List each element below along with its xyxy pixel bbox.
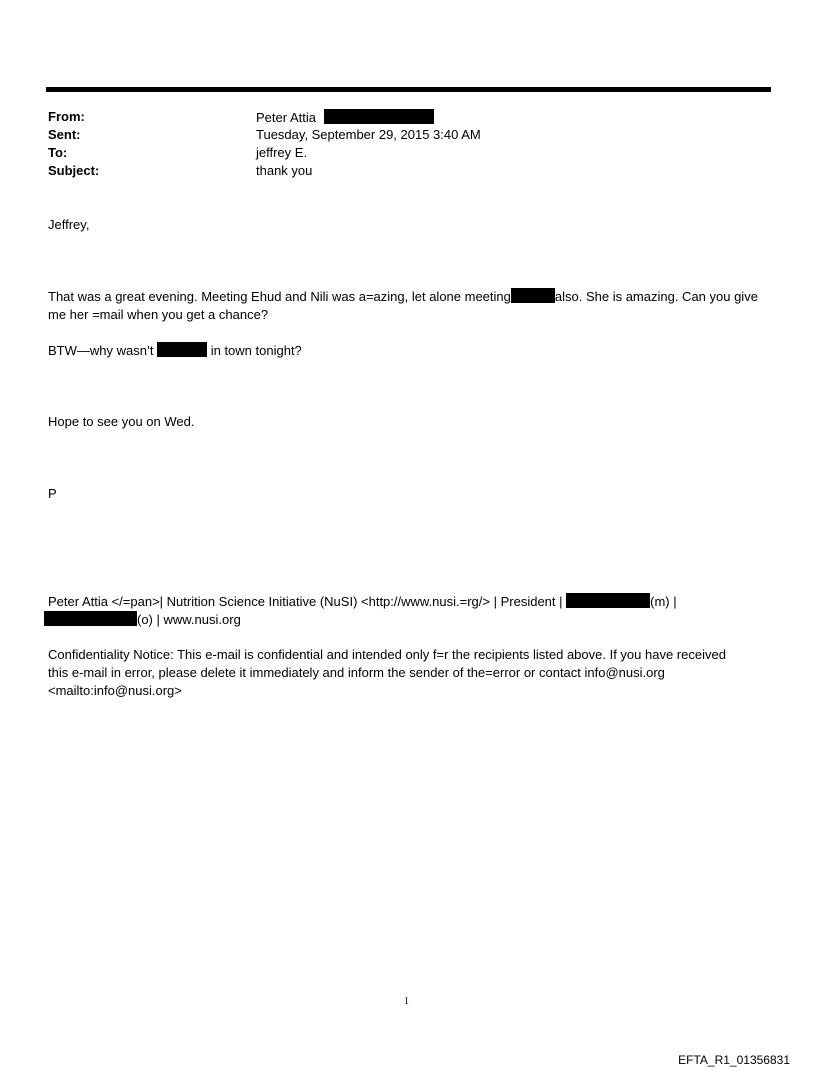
paragraph-1-text-b: also. She is amazing. Can you give <box>554 289 758 304</box>
paragraph-2-text-b: in town tonight? <box>210 343 302 358</box>
paragraph-1-text-a: That was a great evening. Meeting Ehud and Nili was a=azing, let alone meeting <box>48 289 511 304</box>
from-name: Peter Attia <box>256 110 316 125</box>
greeting: Jeffrey, <box>48 217 90 232</box>
paragraph-3: Hope to see you on Wed. <box>48 414 195 429</box>
redaction-box <box>324 109 434 124</box>
from-label: From: <box>48 109 85 124</box>
redaction-box <box>157 342 207 357</box>
page-number: 1 <box>404 996 409 1007</box>
paragraph-2-text-a: BTW—why wasn’t <box>48 343 154 358</box>
to-value: jeffrey E. <box>256 145 308 160</box>
redaction-box <box>511 288 555 303</box>
to-label: To: <box>48 145 68 160</box>
notice-line-2: this e-mail in error, please delete it immediately and inform the sender of the=error or contact info@nusi.org <box>48 665 665 680</box>
confidentiality-notice <box>48 646 788 700</box>
notice-line-1: Confidentiality Notice: This e-mail is confidential and intended only f=r the recipients listed above. If you have received <box>48 647 726 662</box>
sign-off: P <box>48 486 57 501</box>
redaction-box <box>44 611 137 626</box>
from-value <box>256 109 434 125</box>
notice-line-3: <mailto:info@nusi.org> <box>48 683 182 698</box>
subject-label: Subject: <box>48 163 100 178</box>
redaction-box <box>566 593 650 608</box>
sent-value: Tuesday, September 29, 2015 3:40 AM <box>256 127 481 142</box>
document-id: EFTA_R1_01356831 <box>678 1053 790 1067</box>
signature-line-1 <box>48 593 677 611</box>
sent-label: Sent: <box>48 127 81 142</box>
signature-line-2: (o) | www.nusi.org <box>137 612 241 627</box>
subject-value: thank you <box>256 163 313 178</box>
paragraph-1-line-2: me her =mail when you get a chance? <box>48 307 269 322</box>
header-rule <box>46 87 771 92</box>
paragraph-2 <box>48 342 302 360</box>
paragraph-1-line-1 <box>48 288 788 306</box>
signature-text-b: (m) | <box>650 594 677 609</box>
signature-text-a: Peter Attia </=pan>| Nutrition Science Initiative (NuSI) <http://www.nusi.=rg/> | President | <box>48 594 563 609</box>
paragraph-1 <box>48 288 788 324</box>
